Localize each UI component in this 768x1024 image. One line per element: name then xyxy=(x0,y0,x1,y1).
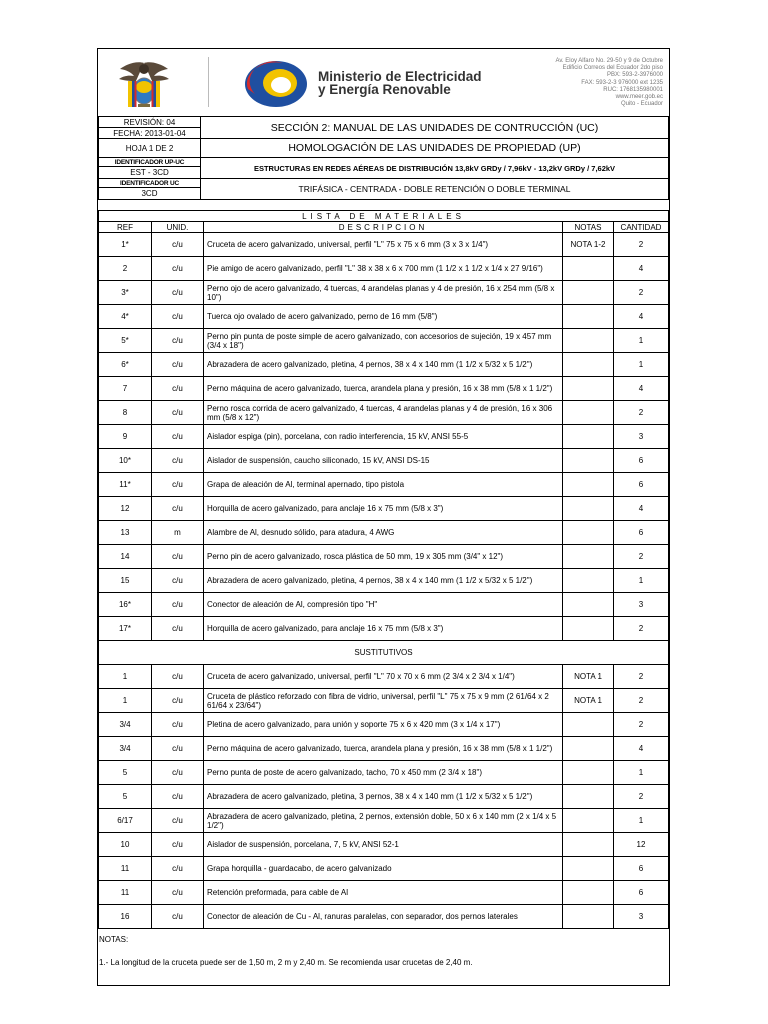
cell-unid: c/u xyxy=(152,881,204,905)
table-row xyxy=(99,713,669,737)
cell-notas xyxy=(563,593,614,617)
table-row xyxy=(99,497,669,521)
cell-cant: 2 xyxy=(614,689,669,713)
cell-cant: 6 xyxy=(614,449,669,473)
cell-cant: 2 xyxy=(614,617,669,641)
header-divider xyxy=(208,57,209,107)
homologation-title: HOMOLOGACIÓN DE LAS UNIDADES DE PROPIEDAD (UP) xyxy=(201,139,669,158)
cell-notas xyxy=(563,257,614,281)
cell-cant: 1 xyxy=(614,329,669,353)
cell-desc: Perno rosca corrida de acero galvanizado, 4 tuercas, 4 arandelas planas y 4 de presión, 16 x 306 mm (5/8 x 12") xyxy=(204,401,563,425)
cell-ref: 5 xyxy=(99,785,152,809)
cell-cant: 2 xyxy=(614,665,669,689)
table-row xyxy=(99,881,669,905)
cell-notas xyxy=(563,353,614,377)
address-line: Av. Eloy Alfaro No. 29-50 y 9 de Octubre xyxy=(555,58,663,64)
cell-notas xyxy=(563,809,614,833)
cell-unid: c/u xyxy=(152,665,204,689)
cell-unid: c/u xyxy=(152,329,204,353)
cell-cant: 4 xyxy=(614,377,669,401)
cell-unid: c/u xyxy=(152,233,204,257)
table-row xyxy=(99,737,669,761)
cell-unid: c/u xyxy=(152,833,204,857)
table-row xyxy=(99,593,669,617)
cell-cant: 2 xyxy=(614,713,669,737)
cell-cant: 3 xyxy=(614,905,669,929)
header-notas: NOTAS xyxy=(563,222,614,233)
document-page xyxy=(97,48,670,986)
structures-title: ESTRUCTURAS EN REDES AÉREAS DE DISTRIBUCIÓN 13,8kV GRDy / 7,96kV - 13,2kV GRDy / 7,62kV xyxy=(201,158,669,179)
cell-notas xyxy=(563,449,614,473)
cell-ref: 7 xyxy=(99,377,152,401)
revision: REVISIÓN: 04 xyxy=(99,117,201,128)
table-row xyxy=(99,233,669,257)
cell-ref: 10* xyxy=(99,449,152,473)
cell-unid: c/u xyxy=(152,785,204,809)
cell-desc: Perno punta de poste de acero galvanizado, tacho, 70 x 450 mm (2 3/4 x 18") xyxy=(204,761,563,785)
cell-ref: 3/4 xyxy=(99,713,152,737)
cell-desc: Abrazadera de acero galvanizado, pletina, 3 pernos, 38 x 4 x 140 mm (1 1/2 x 5/32 x 5 1/2") xyxy=(204,785,563,809)
cell-notas xyxy=(563,737,614,761)
table-row xyxy=(99,785,669,809)
address-line: www.meer.gob.ec xyxy=(615,94,663,101)
cell-cant: 4 xyxy=(614,737,669,761)
table-row xyxy=(99,833,669,857)
cell-ref: 16* xyxy=(99,593,152,617)
notes-title: NOTAS: xyxy=(99,935,129,944)
cell-ref: 11* xyxy=(99,473,152,497)
table-row xyxy=(99,545,669,569)
table-row xyxy=(99,473,669,497)
cell-desc: Horquilla de acero galvanizado, para anclaje 16 x 75 mm (5/8 x 3") xyxy=(204,617,563,641)
cell-cant: 1 xyxy=(614,569,669,593)
cell-ref: 2 xyxy=(99,257,152,281)
cell-notas xyxy=(563,761,614,785)
cell-ref: 15 xyxy=(99,569,152,593)
cell-desc: Aislador de suspensión, caucho siliconado, 15 kV, ANSI DS-15 xyxy=(204,449,563,473)
cell-cant: 2 xyxy=(614,785,669,809)
cell-notas: NOTA 1 xyxy=(563,665,614,689)
cell-desc: Abrazadera de acero galvanizado, pletina, 2 pernos, extensión doble, 50 x 6 x 140 mm (2 x 1/4 x 5 1/2") xyxy=(204,809,563,833)
cell-desc: Conector de aleación de Al, compresión tipo "H" xyxy=(204,593,563,617)
cell-notas xyxy=(563,521,614,545)
cell-unid: c/u xyxy=(152,761,204,785)
cell-unid: c/u xyxy=(152,401,204,425)
letterhead xyxy=(98,49,669,116)
cell-desc: Abrazadera de acero galvanizado, pletina, 4 pernos, 38 x 4 x 140 mm (1 1/2 x 5/32 x 5 1/2") xyxy=(204,353,563,377)
cell-ref: 16 xyxy=(99,905,152,929)
cell-notas xyxy=(563,329,614,353)
cell-desc: Cruceta de plástico reforzado con fibra de vidrio, universal, perfil "L" 75 x 75 x 9 mm (2 61/64 x 2 61/64 x 23/64") xyxy=(204,689,563,713)
table-row xyxy=(99,689,669,713)
cell-notas xyxy=(563,401,614,425)
cell-ref: 8 xyxy=(99,401,152,425)
address-line: RUC: 1768135980001 xyxy=(603,86,663,93)
cell-cant: 2 xyxy=(614,401,669,425)
cell-notas xyxy=(563,617,614,641)
header-descripcion: DESCRIPCION xyxy=(204,222,563,233)
cell-notas xyxy=(563,833,614,857)
cell-cant: 3 xyxy=(614,593,669,617)
cell-desc: Perno máquina de acero galvanizado, tuerca, arandela plana y presión, 16 x 38 mm (5/8 x 1 1/2") xyxy=(204,377,563,401)
document-meta-table xyxy=(98,116,669,200)
cell-ref: 11 xyxy=(99,857,152,881)
cell-cant: 4 xyxy=(614,497,669,521)
cell-unid: c/u xyxy=(152,377,204,401)
cell-notas xyxy=(563,857,614,881)
cell-desc: Retención preformada, para cable de Al xyxy=(204,881,563,905)
cell-cant: 2 xyxy=(614,281,669,305)
ministry-name xyxy=(318,70,482,96)
cell-ref: 1 xyxy=(99,665,152,689)
table-row xyxy=(99,281,669,305)
fecha: FECHA: 2013-01-04 xyxy=(99,128,201,139)
cell-unid: m xyxy=(152,521,204,545)
address-block xyxy=(555,58,663,108)
cell-ref: 5 xyxy=(99,761,152,785)
cell-ref: 5* xyxy=(99,329,152,353)
section-title: SECCIÓN 2: MANUAL DE LAS UNIDADES DE CONTRUCCIÓN (UC) xyxy=(201,117,669,139)
cell-unid: c/u xyxy=(152,569,204,593)
cell-notas xyxy=(563,881,614,905)
cell-desc: Perno ojo de acero galvanizado, 4 tuercas, 4 arandelas planas y 4 de presión, 16 x 254 mm (5/8 x 10") xyxy=(204,281,563,305)
table-row xyxy=(99,305,669,329)
address-line: FAX: 593-2-3 976000 ext 1235 xyxy=(581,79,663,86)
table-row xyxy=(99,425,669,449)
address-line: Edificio Correos del Ecuador 2do piso xyxy=(562,65,663,72)
cell-cant: 4 xyxy=(614,257,669,281)
table-row xyxy=(99,257,669,281)
cell-cant: 1 xyxy=(614,353,669,377)
cell-desc: Horquilla de acero galvanizado, para anclaje 16 x 75 mm (5/8 x 3") xyxy=(204,497,563,521)
cell-unid: c/u xyxy=(152,857,204,881)
cell-notas xyxy=(563,425,614,449)
cell-cant: 1 xyxy=(614,809,669,833)
cell-cant: 12 xyxy=(614,833,669,857)
cell-ref: 17* xyxy=(99,617,152,641)
cell-ref: 9 xyxy=(99,425,152,449)
cell-ref: 14 xyxy=(99,545,152,569)
cell-desc: Conector de aleación de Cu - Al, ranuras paralelas, con separador, dos pernos laterales xyxy=(204,905,563,929)
cell-desc: Pie amigo de acero galvanizado, perfil "L" 38 x 38 x 6 x 700 mm (1 1/2 x 1 1/2 x 1/4 x 27 9/16") xyxy=(204,257,563,281)
notes-section xyxy=(99,935,473,981)
cell-unid: c/u xyxy=(152,449,204,473)
address-line: PBX: 593-2-3976000 xyxy=(606,72,663,79)
cell-ref: 10 xyxy=(99,833,152,857)
address-line: Quito - Ecuador xyxy=(620,101,663,108)
cell-unid: c/u xyxy=(152,713,204,737)
cell-ref: 12 xyxy=(99,497,152,521)
cell-unid: c/u xyxy=(152,593,204,617)
cell-notas xyxy=(563,713,614,737)
cell-desc: Perno máquina de acero galvanizado, tuerca, arandela plana y presión, 16 x 38 mm (5/8 x 1 1/2") xyxy=(204,737,563,761)
table-row xyxy=(99,401,669,425)
cell-notas xyxy=(563,785,614,809)
cell-ref: 6/17 xyxy=(99,809,152,833)
table-row xyxy=(99,809,669,833)
cell-ref: 3* xyxy=(99,281,152,305)
cell-desc: Pletina de acero galvanizado, para unión y soporte 75 x 6 x 420 mm (3 x 1/4 x 17") xyxy=(204,713,563,737)
ministry-logo-icon xyxy=(243,59,309,109)
cell-cant: 1 xyxy=(614,761,669,785)
ministry-name-line1: Ministerio de Electricidad xyxy=(318,69,482,84)
cell-unid: c/u xyxy=(152,737,204,761)
table-row xyxy=(99,521,669,545)
cell-cant: 6 xyxy=(614,473,669,497)
cell-notas xyxy=(563,473,614,497)
substitutes-title: SUSTITUTIVOS xyxy=(99,641,669,665)
cell-cant: 6 xyxy=(614,521,669,545)
hoja: HOJA 1 DE 2 xyxy=(99,139,201,158)
cell-cant: 4 xyxy=(614,305,669,329)
id-up-value: EST - 3CD xyxy=(99,167,201,179)
table-row xyxy=(99,329,669,353)
cell-desc: Cruceta de acero galvanizado, universal, perfil "L" 75 x 75 x 6 mm (3 x 3 x 1/4") xyxy=(204,233,563,257)
table-row xyxy=(99,617,669,641)
cell-ref: 3/4 xyxy=(99,737,152,761)
cell-desc: Perno pin de acero galvanizado, rosca plástica de 50 mm, 19 x 305 mm (3/4" x 12") xyxy=(204,545,563,569)
cell-unid: c/u xyxy=(152,497,204,521)
cell-unid: c/u xyxy=(152,905,204,929)
note-item: 1.- La longitud de la cruceta puede ser de 1,50 m, 2 m y 2,40 m. Se recomienda usar crucetas de 2,40 m. xyxy=(99,958,473,967)
table-row xyxy=(99,449,669,473)
cell-cant: 2 xyxy=(614,545,669,569)
cell-desc: Aislador de suspensión, porcelana, 7, 5 kV, ANSI 52-1 xyxy=(204,833,563,857)
cell-notas xyxy=(563,377,614,401)
ministry-name-line2: y Energía Renovable xyxy=(318,82,451,97)
cell-desc: Aislador espiga (pin), porcelana, con radio interferencia, 15 kV, ANSI 55-5 xyxy=(204,425,563,449)
cell-ref: 4* xyxy=(99,305,152,329)
cell-ref: 1* xyxy=(99,233,152,257)
cell-notas xyxy=(563,569,614,593)
cell-notas: NOTA 1 xyxy=(563,689,614,713)
cell-unid: c/u xyxy=(152,689,204,713)
cell-unid: c/u xyxy=(152,281,204,305)
cell-unid: c/u xyxy=(152,545,204,569)
cell-unid: c/u xyxy=(152,473,204,497)
cell-unid: c/u xyxy=(152,617,204,641)
cell-notas xyxy=(563,545,614,569)
materials-table xyxy=(98,210,669,929)
cell-unid: c/u xyxy=(152,809,204,833)
id-uc-value: 3CD xyxy=(99,188,201,200)
cell-desc: Cruceta de acero galvanizado, universal, perfil "L" 70 x 70 x 6 mm (2 3/4 x 2 3/4 x 1/4") xyxy=(204,665,563,689)
coat-of-arms-icon xyxy=(116,59,172,111)
cell-desc: Grapa horquilla - guardacabo, de acero galvanizado xyxy=(204,857,563,881)
id-uc-label: IDENTIFICADOR UC xyxy=(99,179,201,188)
cell-ref: 6* xyxy=(99,353,152,377)
cell-desc: Alambre de Al, desnudo sólido, para atadura, 4 AWG xyxy=(204,521,563,545)
cell-unid: c/u xyxy=(152,353,204,377)
cell-desc: Tuerca ojo ovalado de acero galvanizado, perno de 16 mm (5/8") xyxy=(204,305,563,329)
cell-notas xyxy=(563,305,614,329)
cell-desc: Grapa de aleación de Al, terminal apernado, tipo pistola xyxy=(204,473,563,497)
cell-notas xyxy=(563,497,614,521)
materials-list-title: LISTA DE MATERIALES xyxy=(99,211,669,222)
cell-ref: 13 xyxy=(99,521,152,545)
cell-cant: 2 xyxy=(614,233,669,257)
cell-cant: 3 xyxy=(614,425,669,449)
cell-cant: 6 xyxy=(614,881,669,905)
table-row xyxy=(99,905,669,929)
header-ref: REF xyxy=(99,222,152,233)
table-row xyxy=(99,761,669,785)
cell-cant: 6 xyxy=(614,857,669,881)
cell-unid: c/u xyxy=(152,305,204,329)
table-row xyxy=(99,353,669,377)
cell-unid: c/u xyxy=(152,425,204,449)
cell-notas xyxy=(563,905,614,929)
cell-desc: Perno pin punta de poste simple de acero galvanizado, con accesorios de sujeción, 19 x 457 mm (3/4 x 18") xyxy=(204,329,563,353)
cell-unid: c/u xyxy=(152,257,204,281)
header-unid: UNID. xyxy=(152,222,204,233)
table-row xyxy=(99,857,669,881)
cell-notas xyxy=(563,281,614,305)
cell-ref: 1 xyxy=(99,689,152,713)
configuration-title: TRIFÁSICA - CENTRADA - DOBLE RETENCIÓN O DOBLE TERMINAL xyxy=(201,179,669,200)
id-up-label: IDENTIFICADOR UP-UC xyxy=(99,158,201,167)
cell-desc: Abrazadera de acero galvanizado, pletina, 4 pernos, 38 x 4 x 140 mm (1 1/2 x 5/32 x 5 1/2") xyxy=(204,569,563,593)
table-row xyxy=(99,377,669,401)
cell-ref: 11 xyxy=(99,881,152,905)
table-row xyxy=(99,665,669,689)
header-cantidad: CANTIDAD xyxy=(614,222,669,233)
table-row xyxy=(99,569,669,593)
cell-notas: NOTA 1-2 xyxy=(563,233,614,257)
